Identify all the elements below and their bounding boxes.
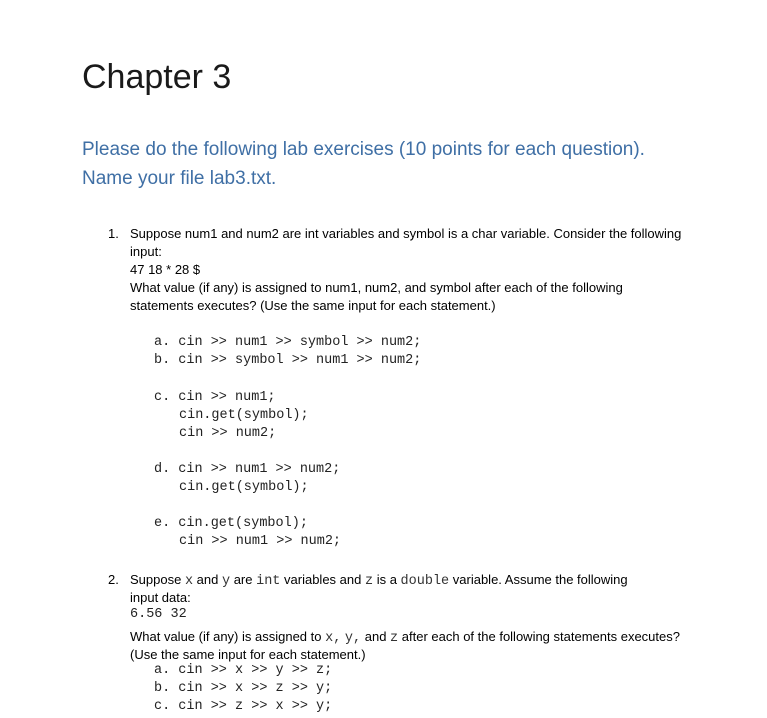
q1-number: 1.: [108, 226, 119, 241]
q2-text-line-2: input data:: [130, 590, 191, 605]
intro-line-2: Name your file lab3.txt.: [82, 168, 277, 189]
q1-text-line-1: Suppose num1 and num2 are int variables and symbol is a char variable. Consider the following: [130, 226, 682, 241]
chapter-title: Chapter 3: [82, 58, 232, 96]
q1-code-d-1: d. cin >> num1 >> num2;: [154, 462, 341, 477]
q1-code-c-2: cin.get(symbol);: [179, 408, 309, 423]
q2-input-data: 6.56 32: [130, 607, 187, 622]
q2-code-b: b. cin >> x >> z >> y;: [154, 681, 333, 696]
q2-code-c: c. cin >> z >> x >> y;: [154, 699, 333, 714]
q1-input-line: 47 18 * 28 $: [130, 262, 201, 277]
q1-code-a: a. cin >> num1 >> symbol >> num2;: [154, 335, 422, 350]
q2-text-line-4: What value (if any) is assigned to x, y, and z after each of the following statements executes?: [130, 629, 680, 646]
q1-code-d-2: cin.get(symbol);: [179, 480, 309, 495]
q2-number: 2.: [108, 572, 119, 587]
q1-code-e-2: cin >> num1 >> num2;: [179, 534, 342, 549]
q1-code-b: b. cin >> symbol >> num1 >> num2;: [154, 353, 422, 368]
q2-code-a: a. cin >> x >> y >> z;: [154, 663, 333, 678]
q1-code-e-1: e. cin.get(symbol);: [154, 516, 308, 531]
q2-text-line-5: (Use the same input for each statement.): [130, 647, 366, 662]
q1-code-c-3: cin >> num2;: [179, 426, 277, 441]
intro-line-1: Please do the following lab exercises (10 points for each question).: [82, 139, 645, 160]
q2-text-line-1: Suppose x and y are int variables and z is a double variable. Assume the following: [130, 572, 628, 589]
q1-text-line-3: What value (if any) is assigned to num1, num2, and symbol after each of the following: [130, 280, 623, 295]
q1-text-line-2: input:: [130, 244, 162, 259]
q1-text-line-4: statements executes? (Use the same input for each statement.): [130, 298, 496, 313]
q1-code-c-1: c. cin >> num1;: [154, 390, 276, 405]
